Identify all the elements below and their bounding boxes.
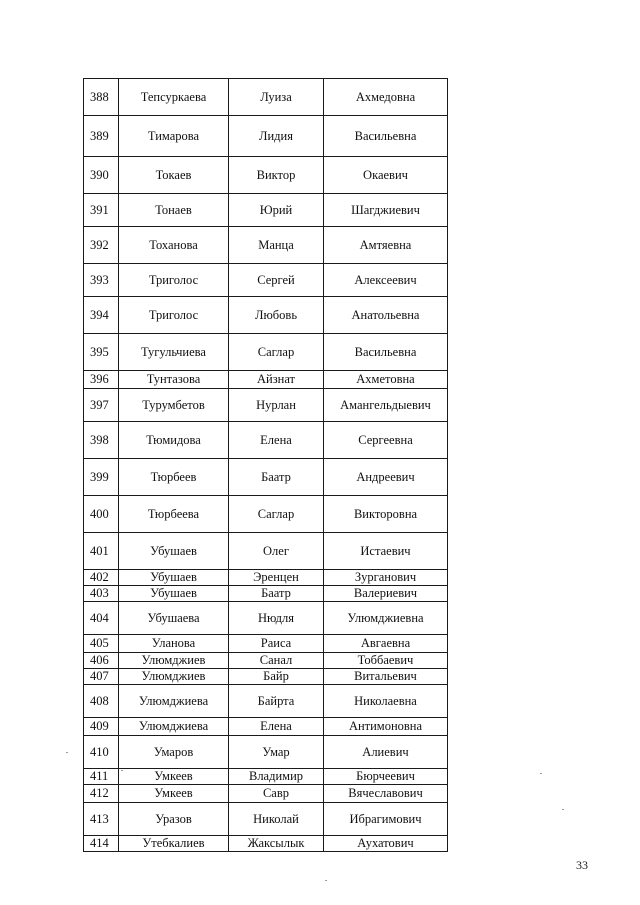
patronymic-cell: Ахметовна <box>324 371 448 389</box>
row-number: 411 <box>84 769 119 785</box>
surname-cell: Уразов <box>119 803 229 836</box>
name-cell: Жаксылык <box>229 836 324 852</box>
row-number: 410 <box>84 736 119 769</box>
surname-cell: Тимарова <box>119 116 229 157</box>
surname-cell: Умкеев <box>119 785 229 803</box>
surname-cell: Тоханова <box>119 227 229 264</box>
row-number: 407 <box>84 669 119 685</box>
table-row <box>84 836 448 852</box>
roster-table-body <box>84 79 448 852</box>
row-number: 395 <box>84 334 119 371</box>
table-row <box>84 496 448 533</box>
row-number: 401 <box>84 533 119 570</box>
patronymic-cell: Аухатович <box>324 836 448 852</box>
table-row <box>84 194 448 227</box>
row-number: 393 <box>84 264 119 297</box>
name-cell: Саглар <box>229 334 324 371</box>
surname-cell: Убушаев <box>119 570 229 586</box>
patronymic-cell: Бюрчеевич <box>324 769 448 785</box>
row-number: 389 <box>84 116 119 157</box>
table-row <box>84 685 448 718</box>
surname-cell: Улюмджиев <box>119 669 229 685</box>
row-number: 414 <box>84 836 119 852</box>
name-cell: Сергей <box>229 264 324 297</box>
surname-cell: Улюмджиева <box>119 685 229 718</box>
table-row <box>84 769 448 785</box>
name-cell: Баатр <box>229 459 324 496</box>
table-row <box>84 116 448 157</box>
patronymic-cell: Николаевна <box>324 685 448 718</box>
name-cell: Саглар <box>229 496 324 533</box>
patronymic-cell: Сергеевна <box>324 422 448 459</box>
name-cell: Савр <box>229 785 324 803</box>
row-number: 391 <box>84 194 119 227</box>
name-cell: Нюдля <box>229 602 324 635</box>
surname-cell: Тунтазова <box>119 371 229 389</box>
surname-cell: Убушаев <box>119 586 229 602</box>
surname-cell: Уланова <box>119 635 229 653</box>
patronymic-cell: Вячеславович <box>324 785 448 803</box>
patronymic-cell: Анатольевна <box>324 297 448 334</box>
surname-cell: Тонаев <box>119 194 229 227</box>
patronymic-cell: Тоббаевич <box>324 653 448 669</box>
surname-cell: Умкеев <box>119 769 229 785</box>
surname-cell: Утебкалиев <box>119 836 229 852</box>
table-row <box>84 227 448 264</box>
row-number: 408 <box>84 685 119 718</box>
name-cell: Байр <box>229 669 324 685</box>
patronymic-cell: Истаевич <box>324 533 448 570</box>
table-row <box>84 79 448 116</box>
name-cell: Николай <box>229 803 324 836</box>
patronymic-cell: Ахмедовна <box>324 79 448 116</box>
row-number: 398 <box>84 422 119 459</box>
table-row <box>84 785 448 803</box>
patronymic-cell: Амангельдыевич <box>324 389 448 422</box>
table-row <box>84 635 448 653</box>
name-cell: Любовь <box>229 297 324 334</box>
patronymic-cell: Окаевич <box>324 157 448 194</box>
name-cell: Елена <box>229 422 324 459</box>
surname-cell: Умаров <box>119 736 229 769</box>
table-row <box>84 803 448 836</box>
table-row <box>84 389 448 422</box>
patronymic-cell: Васильевна <box>324 334 448 371</box>
table-row <box>84 653 448 669</box>
name-cell: Луиза <box>229 79 324 116</box>
row-number: 397 <box>84 389 119 422</box>
name-cell: Лидия <box>229 116 324 157</box>
patronymic-cell: Амтяевна <box>324 227 448 264</box>
patronymic-cell: Улюмджиевна <box>324 602 448 635</box>
name-cell: Санал <box>229 653 324 669</box>
patronymic-cell: Алексеевич <box>324 264 448 297</box>
row-number: 392 <box>84 227 119 264</box>
scan-speck <box>325 880 327 881</box>
table-row <box>84 297 448 334</box>
scan-speck <box>562 809 564 810</box>
table-row <box>84 264 448 297</box>
row-number: 403 <box>84 586 119 602</box>
name-cell: Юрий <box>229 194 324 227</box>
row-number: 409 <box>84 718 119 736</box>
table-row <box>84 586 448 602</box>
patronymic-cell: Шагджиевич <box>324 194 448 227</box>
surname-cell: Турумбетов <box>119 389 229 422</box>
table-row <box>84 157 448 194</box>
patronymic-cell: Викторовна <box>324 496 448 533</box>
name-cell: Елена <box>229 718 324 736</box>
name-cell: Виктор <box>229 157 324 194</box>
patronymic-cell: Ибрагимович <box>324 803 448 836</box>
name-cell: Айзнат <box>229 371 324 389</box>
name-cell: Умар <box>229 736 324 769</box>
surname-cell: Триголос <box>119 297 229 334</box>
row-number: 400 <box>84 496 119 533</box>
row-number: 402 <box>84 570 119 586</box>
surname-cell: Токаев <box>119 157 229 194</box>
name-cell: Раиса <box>229 635 324 653</box>
patronymic-cell: Антимоновна <box>324 718 448 736</box>
patronymic-cell: Андреевич <box>324 459 448 496</box>
name-cell: Баатр <box>229 586 324 602</box>
row-number: 394 <box>84 297 119 334</box>
table-row <box>84 570 448 586</box>
surname-cell: Улюмджиев <box>119 653 229 669</box>
patronymic-cell: Авгаевна <box>324 635 448 653</box>
row-number: 399 <box>84 459 119 496</box>
name-cell: Нурлан <box>229 389 324 422</box>
surname-cell: Тугульчиева <box>119 334 229 371</box>
surname-cell: Тюрбеев <box>119 459 229 496</box>
patronymic-cell: Валериевич <box>324 586 448 602</box>
scan-speck <box>66 752 68 753</box>
table-row <box>84 334 448 371</box>
table-row <box>84 669 448 685</box>
scan-speck <box>540 773 542 774</box>
table-row <box>84 459 448 496</box>
name-cell: Манца <box>229 227 324 264</box>
patronymic-cell: Васильевна <box>324 116 448 157</box>
row-number: 396 <box>84 371 119 389</box>
roster-table <box>83 78 448 852</box>
surname-cell: Убушаева <box>119 602 229 635</box>
surname-cell: Тепсуркаева <box>119 79 229 116</box>
surname-cell: Улюмджиева <box>119 718 229 736</box>
row-number: 405 <box>84 635 119 653</box>
row-number: 413 <box>84 803 119 836</box>
table-row <box>84 602 448 635</box>
row-number: 404 <box>84 602 119 635</box>
page-number: 33 <box>576 858 588 872</box>
name-cell: Олег <box>229 533 324 570</box>
patronymic-cell: Алиевич <box>324 736 448 769</box>
name-cell: Байрта <box>229 685 324 718</box>
table-row <box>84 371 448 389</box>
table-row <box>84 533 448 570</box>
row-number: 406 <box>84 653 119 669</box>
surname-cell: Убушаев <box>119 533 229 570</box>
table-row <box>84 736 448 769</box>
name-cell: Эренцен <box>229 570 324 586</box>
patronymic-cell: Зурганович <box>324 570 448 586</box>
table-row <box>84 422 448 459</box>
surname-cell: Триголос <box>119 264 229 297</box>
row-number: 390 <box>84 157 119 194</box>
row-number: 412 <box>84 785 119 803</box>
patronymic-cell: Витальевич <box>324 669 448 685</box>
scan-speck <box>121 770 123 771</box>
name-cell: Владимир <box>229 769 324 785</box>
surname-cell: Тюрбеева <box>119 496 229 533</box>
table-row <box>84 718 448 736</box>
row-number: 388 <box>84 79 119 116</box>
surname-cell: Тюмидова <box>119 422 229 459</box>
